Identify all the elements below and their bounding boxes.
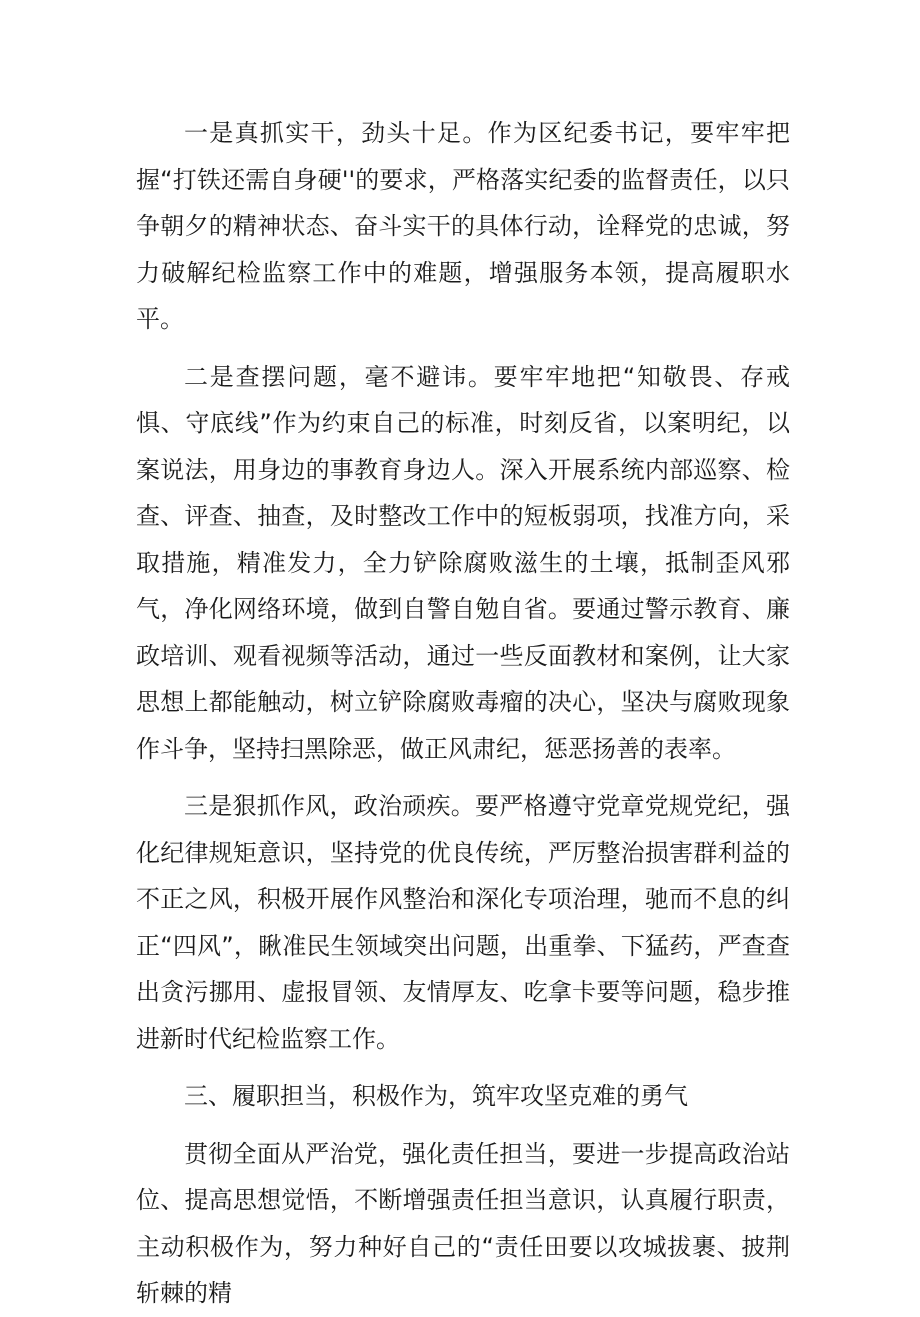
paragraph-spacer [136, 772, 790, 783]
paragraph-4: 贯彻全面从严治党，强化责任担当，要进一步提高政治站位、提高思想觉悟，不断增强责任担当意识，认真履行职责，主动积极作为，努力种好自己的“责任田要以攻城拔裹、披荆斩棘的精 [136, 1139, 790, 1307]
paragraph-3: 三是狠抓作风，政治顽疾。要严格遵守党章党规党纪，强化纪律规矩意识，坚持党的优良传统，严厉整治损害群利益的不正之风，积极开展作风整治和深化专项治理，驰而不息的纠正“四风”，瞅准民生领域突出问题，出重拳、下猛药，严查查出贪污挪用、虚报冒领、友情厚友、吃拿卡要等问题，稳步推进新时代纪检监察工作。 [136, 792, 790, 1053]
paragraph-spacer [136, 1120, 790, 1131]
section-heading: 三、履职担当，积极作为，筑牢攻坚克难的勇气 [184, 1082, 688, 1110]
paragraph-spacer [136, 343, 790, 354]
paragraph-2: 二是查摆问题，毫不避讳。要牢牢地把“知敬畏、存戒惧、守底线”作为约束自己的标准，时刻反省，以案明纪，以案说法，用身边的事教育身边人。深入开展系统内部巡察、检查、评查、抽查，及时整改工作中的短板弱项，找准方向，采取措施，精准发力，全力铲除腐败滋生的土壤，抵制歪风邪气，净化网络环境，做到自警自勉自省。要通过警示教育、廉政培训、观看视频等活动，通过一些反面教材和案例，让大家思想上都能触动，树立铲除腐败毒瘤的决心，坚决与腐败现象作斗争，坚持扫黑除恶，做正风肃纪，惩恶扬善的表率。 [136, 362, 790, 763]
document-body [136, 110, 790, 1317]
paragraph-spacer [136, 1062, 790, 1073]
paragraph-1: 一是真抓实干，劲头十足。作为区纪委书记，要牢牢把握“打铁还需自身硬''的要求，严格落实纪委的监督责任，以只争朝夕的精神状态、奋斗实干的具体行动，诠释党的忠诚，努力破解纪检监察工作中的难题，增强服务本领，提高履职水平。 [136, 119, 790, 333]
